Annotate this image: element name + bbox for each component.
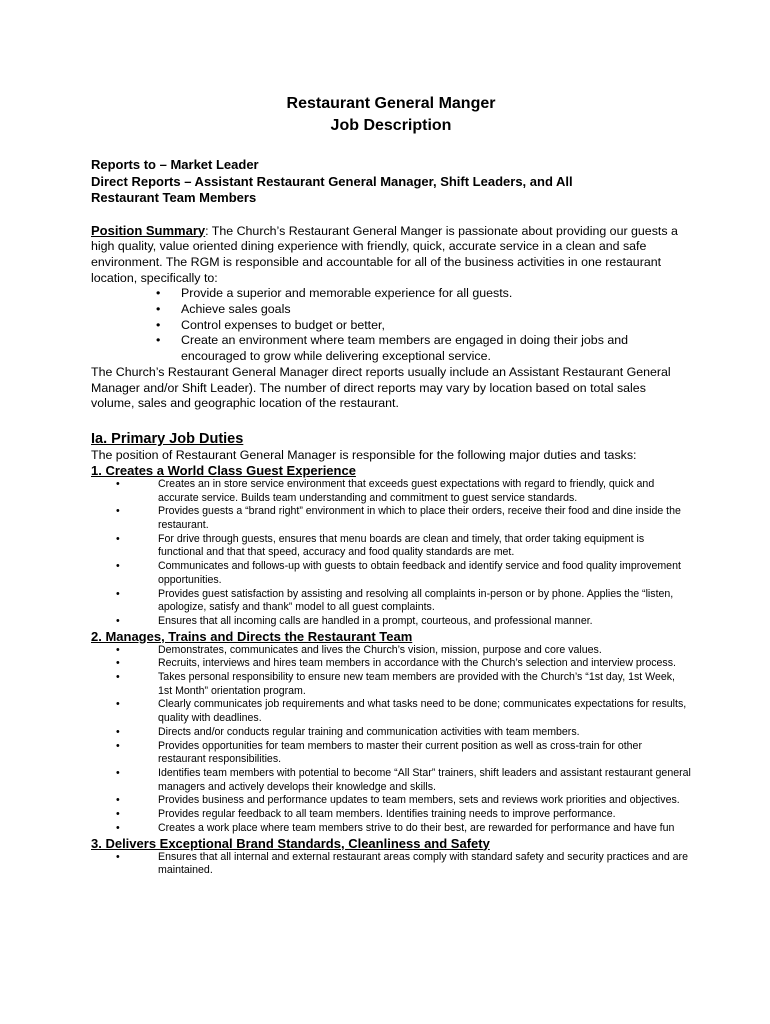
reports-to: Reports to – Market Leader: [91, 157, 259, 172]
list-item: • Directs and/or conducts regular training and communication activities with team members.: [91, 726, 691, 740]
document-page: [91, 93, 691, 878]
title-line-2: Job Description: [330, 117, 452, 134]
section-heading-team: 2. Manages, Trains and Directs the Restaurant Team: [91, 628, 413, 644]
list-item: • Identifies team members with potential to become “All Star” trainers, shift leaders and assistant restaurant general managers and actively develops their knowledge and skills.: [91, 767, 691, 794]
summary-paragraph: [91, 223, 691, 287]
position-summary: [91, 223, 691, 412]
team-list: [91, 644, 691, 836]
summary-text: : The Church’s Restaurant General Manger is passionate about providing our guests a high quality, value oriented dining experience with friendly, quick, accurate service in a clean and safe environment. The RGM is responsible and accountable for all of the business activities in one restaurant location, specifically to:: [91, 223, 678, 285]
list-item: • Creates an in store service environment that exceeds guest expectations with regard to friendly, quick and accurate service. Builds team understanding and commitment to guest service standards.: [91, 478, 691, 505]
reports-block: [91, 157, 691, 207]
duties-intro: The position of Restaurant General Manager is responsible for the following major duties and tasks:: [91, 447, 637, 462]
guest-experience-list: [91, 478, 691, 629]
direct-reports-line-2: Restaurant Team Members: [91, 190, 257, 205]
list-item: • Clearly communicates job requirements and what tasks need to be done; communicates expectations for results, quality with deadlines.: [91, 698, 691, 725]
list-item: • Demonstrates, communicates and lives the Church’s vision, mission, purpose and core values.: [91, 644, 691, 658]
list-item: • Create an environment where team members are engaged in doing their jobs and encouraged to grow while delivering exceptional service.: [156, 333, 691, 364]
section-heading-brand-standards: 3. Delivers Exceptional Brand Standards, Cleanliness and Safety: [91, 835, 490, 851]
list-item: • Ensures that all incoming calls are handled in a prompt, courteous, and professional manner.: [91, 615, 691, 629]
list-item: • Takes personal responsibility to ensure new team members are provided with the Church’s “1st day, 1st Week, 1st Month” orientation program.: [91, 671, 691, 698]
list-item: • Ensures that all internal and external restaurant areas comply with standard safety and security practices and are maintained.: [91, 851, 691, 878]
document-title: [91, 93, 691, 137]
list-item: • Recruits, interviews and hires team members in accordance with the Church’s selection and interview process.: [91, 657, 691, 671]
section-heading-guest-experience: 1. Creates a World Class Guest Experience: [91, 462, 356, 478]
list-item: • Control expenses to budget or better,: [156, 318, 691, 334]
direct-reports-line-1: Direct Reports – Assistant Restaurant General Manager, Shift Leaders, and All: [91, 173, 573, 189]
brand-standards-list: [91, 851, 691, 878]
summary-bullets: [91, 286, 691, 365]
list-item: • Provides regular feedback to all team members. Identifies training needs to improve performance.: [91, 808, 691, 822]
summary-label: Position Summary: [91, 222, 206, 238]
list-item: • Communicates and follows-up with guests to obtain feedback and identify service and food quality improvement opportunities.: [91, 560, 691, 587]
list-item: • Achieve sales goals: [156, 302, 691, 318]
list-item: • Provides business and performance updates to team members, sets and reviews work priorities and objectives.: [91, 794, 691, 808]
list-item: • Provides guest satisfaction by assisting and resolving all complaints in-person or by phone. Applies the “listen, apologize, satisfy and thank” model to all guest complaints.: [91, 588, 691, 615]
duties-heading: Ia. Primary Job Duties: [91, 430, 244, 447]
list-item: • Provides guests a “brand right” environment in which to place their orders, receive their food and dine inside the restaurant.: [91, 505, 691, 532]
list-item: • Provides opportunities for team members to master their current position as well as cross-train for other restaurant responsibilities.: [91, 740, 691, 767]
list-item: • Provide a superior and memorable experience for all guests.: [156, 286, 691, 302]
title-line-1: Restaurant General Manger: [286, 95, 496, 112]
summary-closing: The Church’s Restaurant General Manager direct reports usually include an Assistant Restaurant General Manager and/or Shift Leader). The number of direct reports may vary by location based on total sales volume, sales and geographic location of the restaurant.: [91, 364, 671, 411]
list-item: • For drive through guests, ensures that menu boards are clean and timely, that order taking equipment is functional and that that speed, accuracy and food quality standards are met.: [91, 533, 691, 560]
list-item: • Creates a work place where team members strive to do their best, are rewarded for performance and have fun: [91, 822, 691, 836]
